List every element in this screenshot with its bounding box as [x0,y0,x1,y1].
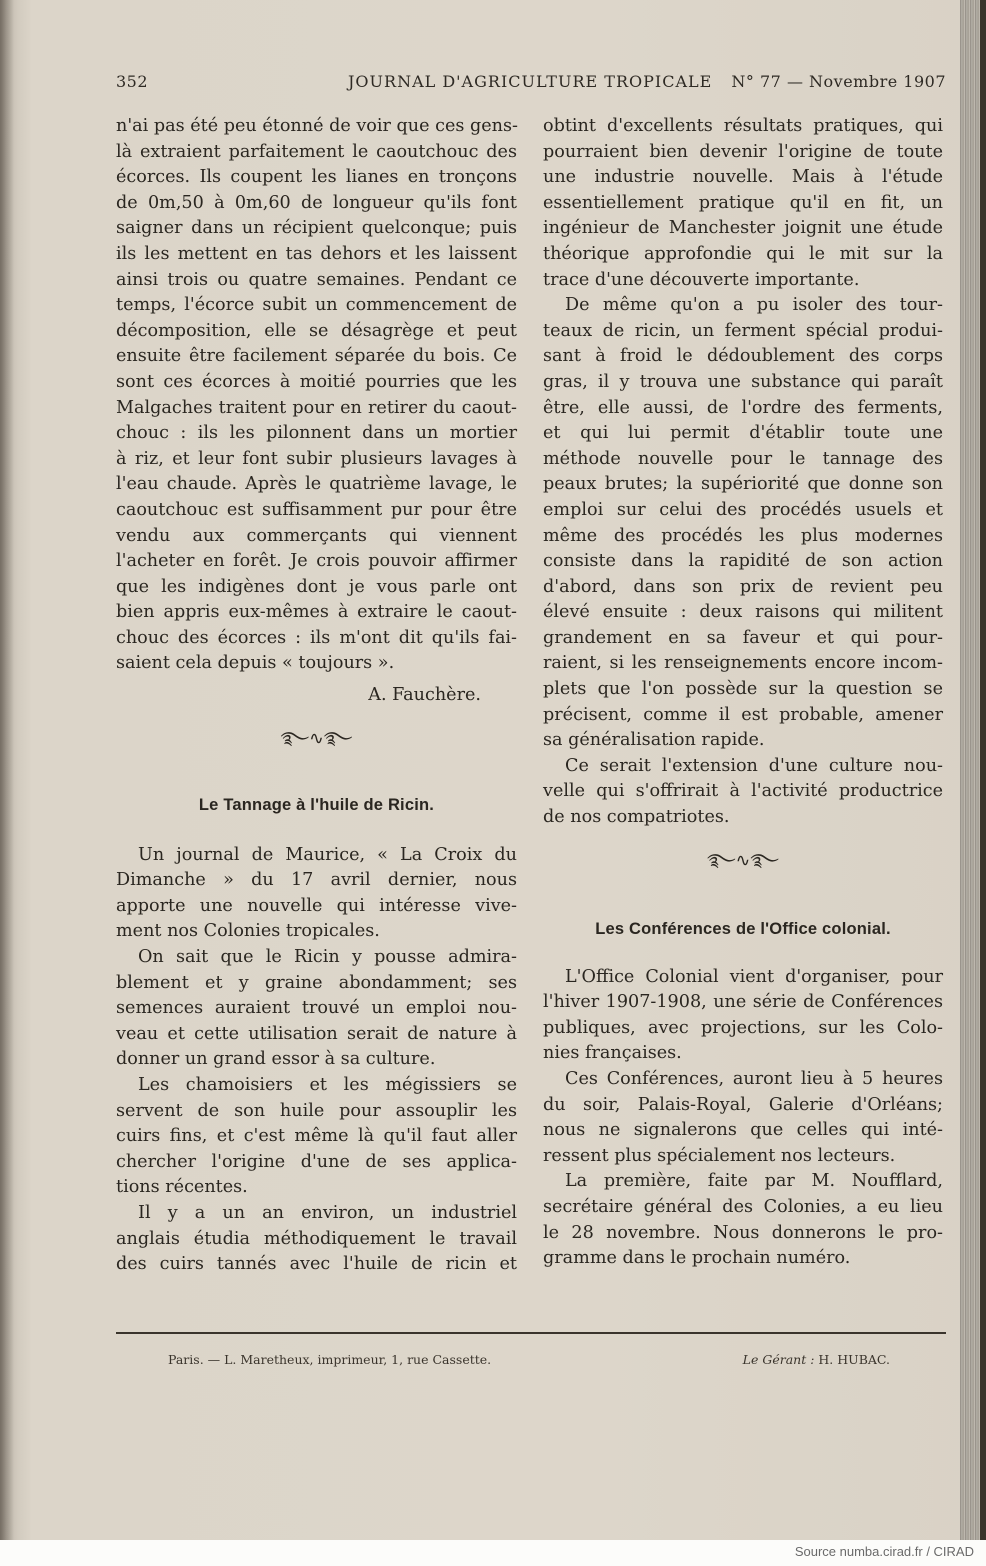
text-line: ressent plus spécialement nos lecteurs. [543,1145,896,1166]
text-line: caoutchouc est suffisamment pur pour être [116,499,517,520]
text-line: chercher l'origine d'une de ses applica- [116,1151,517,1172]
text-line: du soir, Palais-Royal, Galerie d'Orléans; [543,1094,943,1115]
text-line: plets que l'on possède sur la question se [543,679,943,700]
text-line: semences auraient trouvé un emploi nou- [116,998,517,1019]
journal-title: JOURNAL D'AGRICULTURE TROPICALE [348,72,713,91]
article-title: Les Conférences de l'Office colonial. [595,919,891,938]
text-line: l'acheter en forêt. Je crois pouvoir affirmer [116,551,517,572]
article-title: Le Tannage à l'huile de Ricin. [198,795,435,814]
gerant-name: H. HUBAC. [818,1352,890,1367]
fleuron-ornament: ࿐∿࿐ [707,850,779,871]
text-line: sont ces écorces à moitié pourries que les [116,371,517,392]
continued-paragraph [116,114,517,677]
text-line: essentiellement pratique qu'il en fit, un [543,192,943,213]
text-line: chouc : ils les pilonnent dans un mortier [116,423,517,444]
text-line: nous ne signalerons que celles qui inté- [543,1120,943,1141]
text-line: L'Office Colonial vient d'organiser, pour [565,966,943,987]
paragraph [543,1067,943,1169]
text-line: à riz, et leur font subir plusieurs lavages à [116,448,517,469]
paragraph [543,754,943,831]
text-line: même des procédés les plus modernes [543,525,943,546]
footer-rule [116,1332,946,1334]
text-line: de nos compatriotes. [543,807,730,828]
text-line: ingénieur de Manchester joignit une étude [543,218,943,239]
text-line: De même qu'on a pu isoler des tour- [565,295,943,316]
text-line: ils les mettent en tas dehors et les laissent [116,243,517,264]
printer-imprint: Paris. — L. Maretheux, imprimeur, 1, rue Cassette. [168,1352,492,1367]
text-line: apporte une nouvelle qui intéresse vive- [116,895,517,916]
text-line: sant à froid le dédoublement des corps [543,346,943,367]
text-line: servent de son huile pour assouplir les [116,1100,517,1121]
text-line: méthode nouvelle pour le tannage des [543,448,943,469]
text-line: veau et cette utilisation serait de nature à [116,1023,517,1044]
text-line: Ce serait l'extension d'une culture nou- [565,755,943,776]
paragraph [116,945,517,1073]
text-line: grandement en sa faveur et qui pour- [543,627,943,648]
text-line: teaux de ricin, un ferment spécial produi- [543,320,943,341]
text-line: saient cela depuis « toujours ». [116,653,395,674]
text-line: sa généralisation rapide. [543,730,765,751]
gerant-label: Le Gérant : [742,1352,815,1367]
text-line: emploi sur celui des procédés usuels et [543,499,943,520]
page-fore-edge-shadow [980,0,986,1540]
text-line: chouc des écorces : ils m'ont dit qu'ils fai- [116,627,517,648]
paragraph [116,1073,517,1201]
paragraph [116,843,517,945]
text-line: trace d'une découverte importante. [543,269,860,290]
text-line: être, elle aussi, de l'ordre des ferments, [543,397,943,418]
text-line: des cuirs tannés avec l'huile de ricin et [116,1254,517,1275]
paragraph [116,1201,517,1278]
text-line: nies françaises. [543,1043,682,1064]
text-line: On sait que le Ricin y pousse admira- [138,947,517,968]
issue-info: N° 77 — Novembre 1907 [731,72,946,91]
text-line: La première, faite par M. Noufflard, [565,1171,943,1192]
text-line: pourraient bien devenir l'origine de toute [543,141,943,162]
page-footer [116,1352,946,1372]
text-line: ensuite être facilement séparée du bois. Ce [116,346,517,367]
text-line: raient, si les renseignements encore incom- [543,653,943,674]
text-line: le 28 novembre. Nous donnerons le pro- [543,1222,943,1243]
text-line: Malgaches traitent pour en retirer du caout- [116,397,517,418]
text-line: là extraient parfaitement le caoutchouc des [116,141,517,162]
text-line: n'ai pas été peu étonné de voir que ces gens- [116,116,518,136]
right-column [543,114,943,1272]
text-line: secrétaire général des Colonies, a eu lieu [543,1196,943,1217]
text-line: vendu aux commerçants qui viennent [116,525,517,546]
paragraph [543,965,943,1067]
paragraph [543,293,943,754]
source-credit: Source numba.cirad.fr / CIRAD [794,1544,974,1559]
text-line: obtint d'excellents résultats pratiques, qui [543,116,943,136]
author-signature: A. Fauchère. [368,685,481,706]
text-line: consiste dans la rapidité de son action [543,551,943,572]
text-line: velle qui s'offrirait à l'activité productrice [543,781,943,802]
text-line: Les chamoisiers et les mégissiers se [138,1075,517,1095]
text-line: précisent, comme il est probable, amener [543,704,943,725]
text-line: Il y a un an environ, un industriel [138,1202,517,1223]
text-line: Dimanche » du 17 avril dernier, nous [116,870,517,891]
text-line: gramme dans le prochain numéro. [543,1248,851,1269]
text-line: l'eau chaude. Après le quatrième lavage, le [116,474,517,495]
text-line: anglais étudia méthodiquement le travail [116,1228,517,1249]
text-line: d'abord, dans son prix de revient peu [543,576,943,597]
text-line: cuirs fins, et c'est même là qu'il faut aller [116,1126,517,1147]
text-line: saigner dans un récipient quelconque; puis [116,218,517,239]
left-column [116,114,517,1278]
gutter-shadow [0,0,14,1540]
text-line: une industrie nouvelle. Mais à l'étude [543,167,943,188]
text-line: l'hiver 1907-1908, une série de Conférences [543,992,943,1013]
text-line: publiques, avec projections, sur les Colo- [543,1017,943,1038]
running-header [116,72,946,98]
text-line: temps, l'écorce subit un commencement de [116,295,517,316]
text-line: théorique approfondie qui le mit sur la [543,243,943,264]
gerant-credit [743,1352,890,1367]
fleuron-ornament: ࿐∿࿐ [280,728,353,749]
text-line: tions récentes. [116,1177,248,1198]
text-line: écorces. Ils coupent les lianes en tronçons [116,167,517,188]
text-line: ainsi trois ou quatre semaines. Pendant ce [116,269,517,290]
paragraph [543,114,943,293]
text-line: et qui lui permit d'établir toute une [543,423,943,444]
text-line: blement et y graine abondamment; ses [116,972,517,993]
paragraph [543,1169,943,1271]
text-line: peaux brutes; la supériorité que donne son [543,474,943,495]
text-line: bien appris eux-mêmes à extraire le caout- [116,602,517,623]
text-line: gras, il y trouva une substance qui paraît [543,371,943,392]
page-number: 352 [116,72,149,91]
text-line: décomposition, elle se désagrège et peut [116,320,517,341]
text-line: Ces Conférences, auront lieu à 5 heures [565,1069,943,1089]
text-line: que les indigènes dont je vous parle ont [116,576,517,597]
text-line: donner un grand essor à sa culture. [116,1049,436,1070]
text-line: élevé ensuite : deux raisons qui militent [543,602,943,623]
text-line: de 0m,50 à 0m,60 de longueur qu'ils font [116,192,517,213]
text-line: ment nos Colonies tropicales. [116,921,380,942]
text-line: Un journal de Maurice, « La Croix du [138,844,517,865]
